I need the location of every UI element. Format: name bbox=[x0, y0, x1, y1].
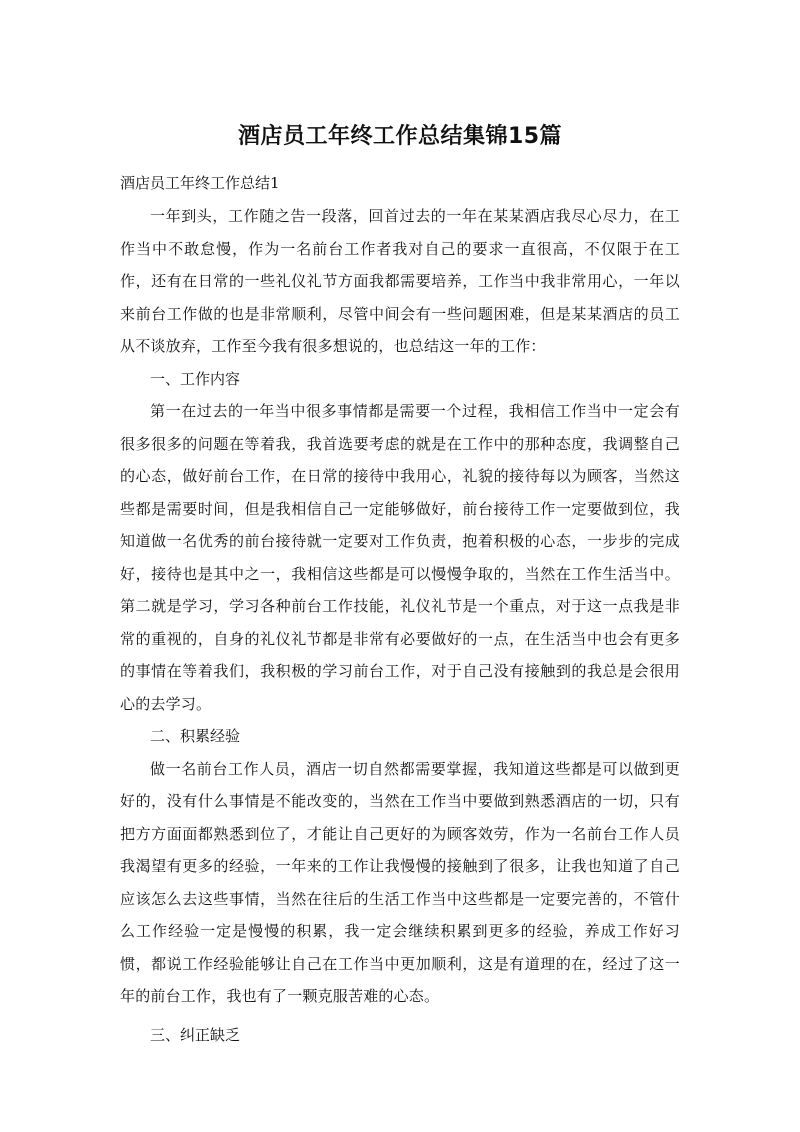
document-title: 酒店员工年终工作总结集锦15篇 bbox=[237, 124, 563, 149]
section-body-experience: 做一名前台工作人员，酒店一切自然都需要掌握，我知道这些都是可以做到更好的，没有什么事情是不能改变的，当然在工作当中要做到熟悉酒店的一切，只有把方方面面都熟悉到位了，才能让自己更好的为顾客效劳，作为一名前台工作人员我渴望有更多的经验，一年来的工作让我慢慢的接触到了很多，让我也知道了自己应该怎么去这些事情，当然在往后的生活工作当中这些都是一定要完善的，不管什么工作经验一定是慢慢的积累，我一定会继续积累到更多的经验，养成工作好习惯，都说工作经验能够让自己在工作当中更加顺利，这是有道理的在，经过了这一年的前台工作，我也有了一颗克服苦难的心态。 bbox=[120, 759, 680, 1005]
document-subtitle: 酒店员工年终工作总结1 bbox=[120, 174, 280, 192]
section-heading-correct-shortcomings: 三、纠正缺乏 bbox=[150, 1025, 241, 1044]
section-heading-work-content: 一、工作内容 bbox=[150, 369, 241, 388]
section-heading-experience: 二、积累经验 bbox=[150, 727, 241, 745]
intro-paragraph: 一年到头，工作随之告一段落，回首过去的一年在某某酒店我尽心尽力，在工作当中不敢怠慢，作为一名前台工作者我对自己的要求一直很高，不仅限于在工作，还有在日常的一些礼仪礼节方面我都需要培养，工作当中我非常用心，一年以来前台工作做的也是非常顺利，尽管中间会有一些问题困难，但是某某酒店的员工从不谈放弃，工作至今我有很多想说的，也总结这一年的工作： bbox=[120, 207, 680, 355]
section-body-work-content: 第一在过去的一年当中很多事情都是需要一个过程，我相信工作当中一定会有很多很多的问题在等着我，我首选要考虑的就是在工作中的那种态度，我调整自己的心态，做好前台工作，在日常的接待中我用心，礼貌的接待每以为顾客，当然这些都是需要时间，但是我相信自己一定能够做好，前台接待工作一定要做到位，我知道做一名优秀的前台接待就一定要对工作负责，抱着积极的心态，一步步的完成好，接待也是其中之一，我相信这些都是可以慢慢争取的，当然在工作生活当中。第二就是学习，学习各种前台工作技能，礼仪礼节是一个重点，对于这一点我是非常的重视的，自身的礼仪礼节都是非常有必要做好的一点，在生活当中也会有更多的事情在等着我们，我积极的学习前台工作，对于自己没有接触到的我总是会很用心的去学习。 bbox=[120, 402, 680, 713]
